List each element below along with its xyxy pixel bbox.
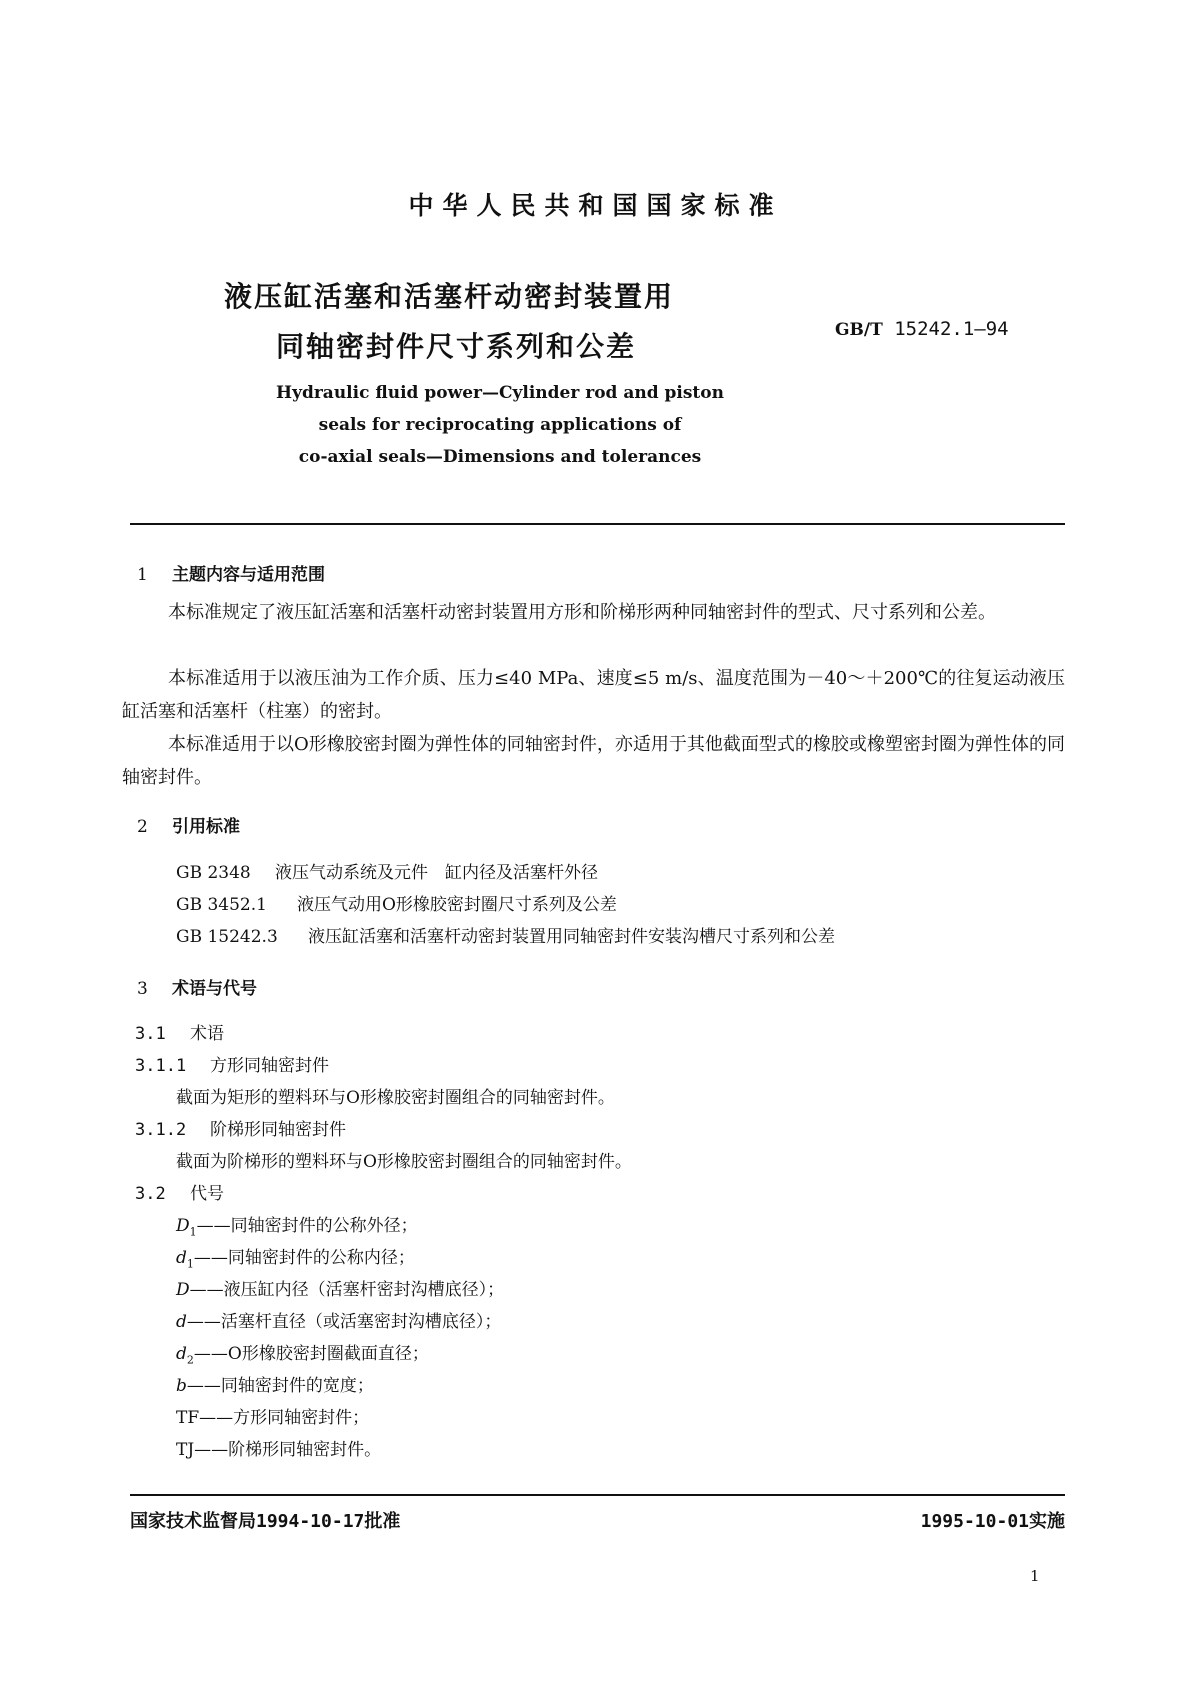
reference-title: 液压气动用O形橡胶密封圈尺寸系列及公差 <box>297 895 617 915</box>
symbol-item <box>176 1403 369 1428</box>
symbol-meaning: ——活塞杆直径（或活塞密封沟槽底径）； <box>186 1312 502 1332</box>
symbol-item <box>176 1339 429 1366</box>
symbol: D <box>176 1280 190 1300</box>
subsection-number: 3.1.1 <box>135 1056 187 1076</box>
symbol-meaning: ——O形橡胶密封圈截面直径； <box>193 1344 429 1364</box>
section-number: 3 <box>137 979 148 999</box>
reference-code: GB 3452.1 <box>176 895 267 915</box>
symbol-item <box>176 1275 504 1300</box>
symbol: b <box>176 1376 187 1396</box>
symbol-meaning: ——阶梯形同轴密封件。 <box>194 1440 382 1460</box>
symbol: d <box>176 1248 187 1268</box>
definition-3-1-2: 截面为阶梯形的塑料环与O形橡胶密封圈组合的同轴密封件。 <box>176 1152 632 1172</box>
definition-3-1-1: 截面为矩形的塑料环与O形橡胶密封圈组合的同轴密封件。 <box>176 1088 615 1108</box>
symbol-item <box>176 1371 374 1396</box>
reference-item <box>176 858 598 883</box>
national-standard-heading: 中华人民共和国国家标准 <box>408 191 783 220</box>
symbol-meaning: ——方形同轴密封件； <box>199 1408 370 1428</box>
section-1-heading <box>137 560 325 585</box>
section-1-paragraph-1: 本标准规定了液压缸活塞和活塞杆动密封装置用方形和阶梯形两种同轴密封件的型式、尺寸系列和公差。 <box>168 602 996 623</box>
symbol: D <box>176 1216 190 1236</box>
reference-item <box>176 922 835 947</box>
top-divider <box>130 523 1065 525</box>
reference-item <box>176 890 617 915</box>
symbol-meaning: ——同轴密封件的公称内径； <box>193 1248 415 1268</box>
symbol: TJ <box>176 1440 195 1460</box>
effective-date: 1995-10-01 <box>920 1511 1029 1532</box>
symbol-meaning: ——液压缸内径（活塞杆密封沟槽底径）； <box>189 1280 505 1300</box>
subsection-title: 代号 <box>190 1184 224 1204</box>
section-1-paragraph-3: 本标准适用于以O形橡胶密封圈为弹性体的同轴密封件，亦适用于其他截面型式的橡胶或橡塑密封圈为弹性体的同轴密封件。 <box>122 734 1065 788</box>
reference-code: GB 2348 <box>176 863 251 883</box>
section-number: 2 <box>137 817 148 837</box>
symbol-item <box>176 1243 415 1270</box>
reference-title: 液压缸活塞和活塞杆动密封装置用同轴密封件安装沟槽尺寸系列和公差 <box>308 927 835 947</box>
subsection-number: 3.2 <box>135 1184 166 1204</box>
symbol: TF <box>176 1408 200 1428</box>
reference-code: GB 15242.3 <box>176 927 278 947</box>
section-3-heading <box>137 974 257 999</box>
symbol-item <box>176 1307 501 1332</box>
bottom-divider <box>130 1494 1065 1496</box>
symbol: d <box>176 1312 187 1332</box>
approval-date: 1994-10-17 <box>256 1511 365 1532</box>
section-number: 1 <box>137 565 148 585</box>
chinese-title-line-1: 液压缸活塞和活塞杆动密封装置用 <box>224 280 675 313</box>
symbol-index: 1 <box>186 1257 194 1271</box>
symbol-meaning: ——同轴密封件的公称外径； <box>196 1216 418 1236</box>
approval-label: 批准 <box>364 1511 401 1532</box>
standard-code: 15242.1—94 <box>894 318 1009 340</box>
standard-prefix: GB/T <box>835 320 883 340</box>
page-number: 1 <box>1030 1567 1040 1585</box>
subsection-number: 3.1 <box>135 1024 166 1044</box>
approval-line <box>130 1507 400 1533</box>
subsection-title: 术语 <box>190 1024 224 1044</box>
effective-label: 实施 <box>1029 1511 1065 1532</box>
english-title-line-1: Hydraulic fluid power—Cylinder rod and piston <box>276 383 724 403</box>
chinese-title-line-2: 同轴密封件尺寸系列和公差 <box>276 330 637 363</box>
approval-org: 国家技术监督局 <box>130 1511 256 1532</box>
english-title-line-3: co-axial seals—Dimensions and tolerances <box>298 447 702 467</box>
symbol-item <box>176 1211 418 1238</box>
subsection-title: 阶梯形同轴密封件 <box>210 1120 346 1140</box>
symbol-meaning: ——同轴密封件的宽度； <box>186 1376 374 1396</box>
symbol-index: 2 <box>186 1353 194 1367</box>
subsection-number: 3.1.2 <box>135 1120 187 1140</box>
section-title: 主题内容与适用范围 <box>172 565 325 585</box>
section-title: 引用标准 <box>172 817 240 837</box>
effective-line <box>921 1507 1065 1533</box>
subsection-3-1-2 <box>135 1115 346 1140</box>
symbol-item <box>176 1435 381 1460</box>
section-1-paragraph-2: 本标准适用于以液压油为工作介质、压力≤40 MPa、速度≤5 m/s、温度范围为－40～＋200℃的往复运动液压缸活塞和活塞杆（柱塞）的密封。 <box>122 668 1065 722</box>
symbol: d <box>176 1344 187 1364</box>
subsection-3-1 <box>135 1019 224 1044</box>
english-title-line-2: seals for reciprocating applications of <box>318 415 682 435</box>
subsection-3-1-1 <box>135 1051 329 1076</box>
symbol-index: 1 <box>189 1225 197 1239</box>
section-title: 术语与代号 <box>172 979 257 999</box>
reference-title: 液压气动系统及元件 缸内径及活塞杆外径 <box>275 863 598 883</box>
standard-number <box>835 318 1009 340</box>
section-2-heading <box>137 812 240 837</box>
subsection-3-2 <box>135 1179 224 1204</box>
subsection-title: 方形同轴密封件 <box>210 1056 329 1076</box>
